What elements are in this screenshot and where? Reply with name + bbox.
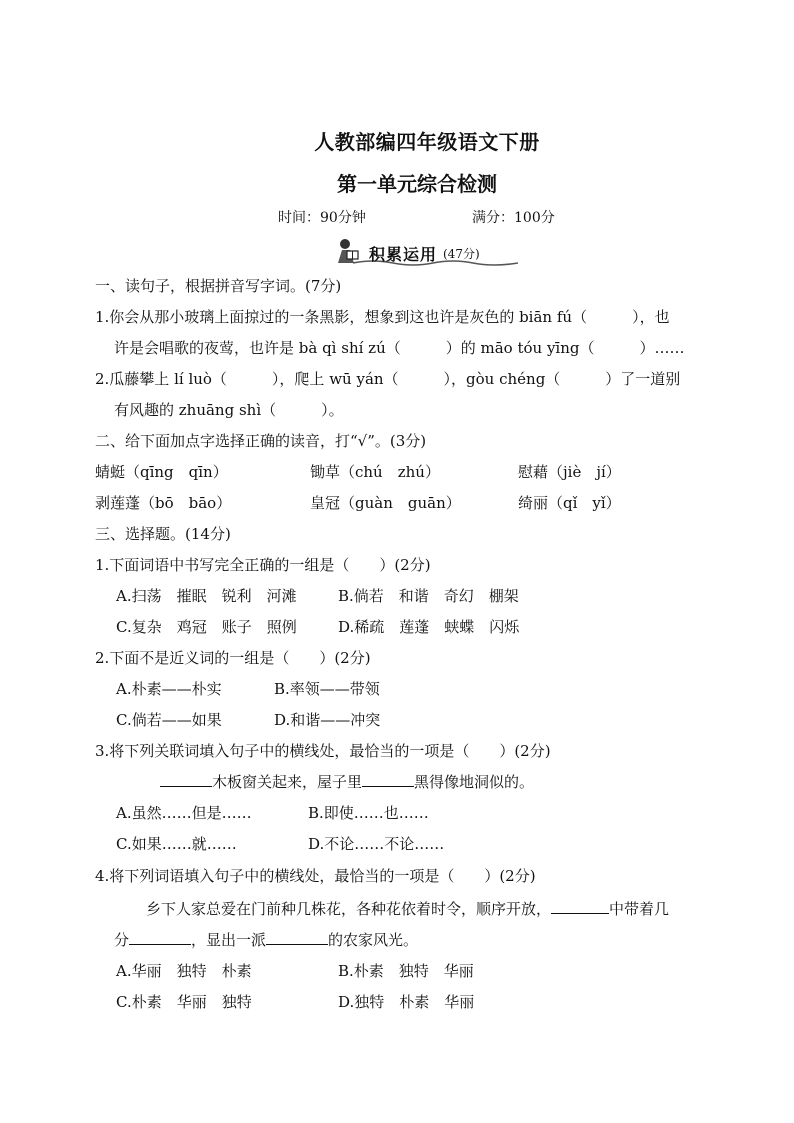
q3-2-option-c: C.倘若——如果 [116, 711, 222, 729]
q3-1-option-b: B.倘若 和谐 奇幻 棚架 [338, 587, 519, 605]
q3-1-stem: 1.下面词语中书写完全正确的一组是（ ）(2分) [95, 556, 431, 574]
q1-line-1: 1.你会从那小玻璃上面掠过的一条黑影，想象到这也许是灰色的 biān fú（ ），也 [95, 308, 670, 326]
q3-4-option-a: A.华丽 独特 朴素 [116, 962, 252, 980]
q3-4-stem: 4.将下列词语填入句子中的横线处，最恰当的一项是（ ）(2分) [95, 867, 536, 885]
q2-item-1: 蜻蜓（qīng qīn） [95, 463, 228, 481]
q1-line-3: 2.瓜藤攀上 lí luò（ ），爬上 wū yán（ ），gòu chéng（ ）了一道别 [95, 370, 681, 388]
q1-line-2: 许是会唱歌的夜莺，也许是 bà qì shí zú（ ）的 māo tóu yīng（ ）…… [114, 339, 685, 357]
q3-4-option-c: C.朴素 华丽 独特 [116, 993, 252, 1011]
page-title: 人教部编四年级语文下册 [314, 130, 540, 154]
q2-item-3: 慰藉（jiè jí） [518, 463, 621, 481]
q2-item-4: 剥莲蓬（bō bāo） [95, 494, 232, 512]
fill-blank[interactable] [266, 930, 328, 945]
fill-blank[interactable] [362, 772, 414, 787]
section-score: (47分) [443, 247, 480, 261]
q2-heading: 二、给下面加点字选择正确的读音，打“√”。(3分) [95, 432, 427, 450]
q3-2-option-a: A.朴素——朴实 [116, 680, 222, 698]
fill-blank[interactable] [551, 899, 609, 914]
q2-item-6: 绮丽（qǐ yǐ） [518, 494, 621, 512]
exam-time: 时间：90分钟 [278, 210, 366, 226]
q3-1-option-c: C.复杂 鸡冠 账子 照例 [116, 618, 297, 636]
q3-1-option-a: A.扫荡 摧眠 锐利 河滩 [116, 587, 297, 605]
q3-4-option-d: D.独特 朴素 华丽 [338, 993, 475, 1011]
q2-item-2: 锄草（chú zhú） [310, 463, 440, 481]
fill-blank[interactable] [160, 772, 212, 787]
q2-item-5: 皇冠（guàn guān） [310, 494, 461, 512]
q3-2-stem: 2.下面不是近义词的一组是（ ）(2分) [95, 649, 371, 667]
exam-full-score: 满分：100分 [472, 210, 555, 226]
q3-2-option-d: D.和谐——冲突 [274, 711, 381, 729]
q3-3-sentence: 木板窗关起来，屋子里 黑得像地洞似的。 [160, 772, 534, 792]
q1-line-4: 有风趣的 zhuāng shì（ ）。 [114, 401, 344, 419]
q3-3-option-d: D.不论……不论…… [308, 835, 445, 853]
q3-heading: 三、选择题。(14分) [95, 525, 231, 543]
page-subtitle: 第一单元综合检测 [337, 172, 497, 196]
q1-heading: 一、读句子，根据拼音写字词。(7分) [95, 277, 342, 295]
q3-3-option-c: C.如果……就…… [116, 835, 237, 853]
q3-1-option-d: D.稀疏 莲蓬 蛱蝶 闪烁 [338, 618, 520, 636]
q3-3-option-a: A.虽然……但是…… [116, 804, 252, 822]
q3-3-stem: 3.将下列关联词填入句子中的横线处，最恰当的一项是（ ）(2分) [95, 742, 551, 760]
q3-4-option-b: B.朴素 独特 华丽 [338, 962, 474, 980]
section-title: 积累运用 [369, 245, 438, 264]
q3-4-sentence-1: 乡下人家总爱在门前种几株花，各种花依着时令，顺序开放， 中带着几 [146, 900, 670, 918]
q3-2-option-b: B.率领——带领 [274, 680, 380, 698]
section-banner [333, 237, 513, 267]
fill-blank[interactable] [129, 930, 191, 945]
q3-3-option-b: B.即使……也…… [308, 804, 429, 822]
q3-4-sentence-2: 分 ，显出一派 的农家风光。 [114, 931, 419, 949]
